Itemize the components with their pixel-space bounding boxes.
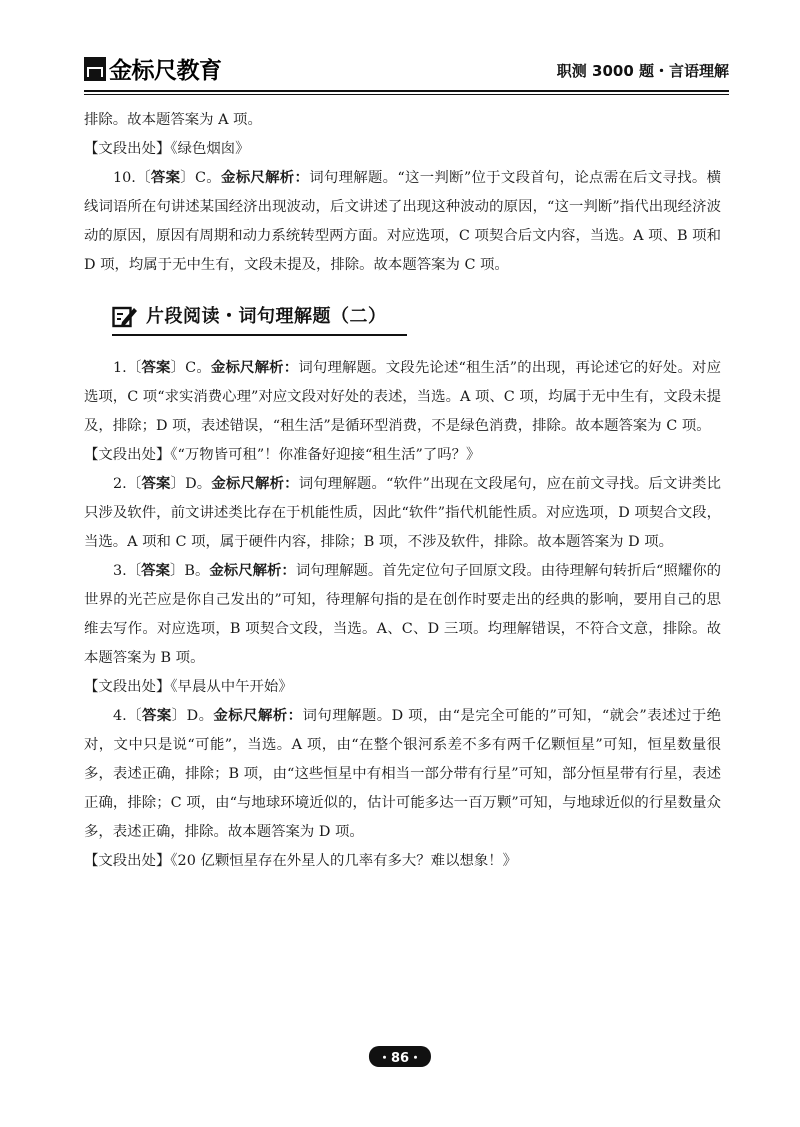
analysis-label: 金标尺解析： [210, 360, 299, 376]
source-title: 《绿色烟囱》 [170, 141, 250, 157]
source-line [84, 673, 721, 702]
item-number: 3.〔 [113, 563, 142, 579]
analysis-text: 词句理解题。D 项，由“是完全可能的”可知，“就会”表述过于绝对，文中只是说“可能”，当选。A 项，由“在整个银河系差不多有两千亿颗恒星”可知，恒星数量很多，表述正确，排除；B 项，由“这些恒星中有相当一部分带有行星”可知，部分恒星带有行星，表述正确，排除；C 项，由“与地球环境近似的，估计可能多达一百万颗”可知，与地球近似的行星数量众多，表述正确，排除。故本题答案为 D 项。 [84, 708, 721, 840]
answer-item-10 [84, 164, 721, 280]
answer-item [84, 702, 721, 847]
brand-logo [84, 52, 222, 85]
source-title: 《20 亿颗恒星存在外星人的几率有多大？难以想象！》 [170, 853, 518, 869]
header-rule-thin [84, 94, 729, 95]
header-rule [84, 90, 729, 92]
source-label: 【文段出处】 [84, 141, 171, 157]
answer-item [84, 354, 721, 441]
source-label: 【文段出处】 [84, 853, 171, 869]
source-title: 《早晨从中午开始》 [170, 679, 293, 695]
answer-label: 答案 [142, 708, 172, 724]
answer-value: 〕D。 [171, 708, 214, 724]
source-title: 《“万物皆可租”！你准备好迎接“租生活”了吗？》 [170, 447, 481, 463]
source-line [84, 441, 721, 470]
page-number: ・86・ [369, 1046, 431, 1067]
analysis-label: 金标尺解析： [221, 170, 310, 186]
source-label: 【文段出处】 [84, 679, 171, 695]
section-underline [112, 334, 407, 336]
item-number: 10.〔 [113, 170, 151, 186]
section-heading [84, 296, 721, 340]
analysis-label: 金标尺解析： [209, 563, 296, 579]
logo-text: 金标尺教育 [109, 58, 222, 84]
analysis-text: 词句理解题。文段先论述“租生活”的出现，再论述它的好处。对应选项，C 项“求实消费心理”对应文段对好处的表述，当选。A 项、C 项，均属于无中生有，文段未提及，排除；D 项，表述错误，“租生活”是循环型消费，不是绿色消费，排除。故本题答案为 C 项。 [84, 360, 721, 434]
answer-label: 答案 [150, 170, 181, 186]
source-line [84, 135, 721, 164]
answer-label: 答案 [141, 563, 170, 579]
logo-mark-icon [84, 57, 106, 81]
answer-value: 〕C。 [170, 360, 211, 376]
answer-value: 〕C。 [180, 170, 222, 186]
answer-value: 〕B。 [169, 563, 210, 579]
analysis-text: 词句理解题。“这一判断”位于文段首句，论点需在后文寻找。横线词语所在句讲述某国经济出现波动，后文讲述了出现这种波动的原因，“这一判断”指代出现经济波动的原因，原因有周期和动力系统转型两方面。对应选项，C 项契合后文内容，当选。A 项、B 项和 D 项，均属于无中生有，文段未提及，排除。故本题答案为 C 项。 [84, 170, 722, 273]
source-line [84, 847, 721, 876]
page-header [84, 48, 729, 90]
analysis-text: 词句理解题。“软件”出现在文段尾句，应在前文寻找。后文讲类比只涉及软件，前文讲述类比存在于机能性质，因此“软件”指代机能性质。对应选项，D 项契合文段，当选。A 项和 C 项，属于硬件内容，排除；B 项，不涉及软件，排除。故本题答案为 D 项。 [84, 476, 721, 550]
item-number: 1.〔 [113, 360, 142, 376]
answer-item [84, 470, 721, 557]
continuation-text: 排除。故本题答案为 A 项。 [84, 112, 262, 128]
item-number: 2.〔 [113, 476, 142, 492]
answer-value: 〕D。 [170, 476, 212, 492]
page-content [84, 106, 721, 876]
source-label: 【文段出处】 [84, 447, 171, 463]
analysis-text: 词句理解题。首先定位句子回原文段。由待理解句转折后“照耀你的世界的光芒应是你自己发出的”可知，待理解句指的是在创作时要走出的经典的影响，要用自己的思维去写作。对应选项，B 项契合文段，当选。A、C、D 三项。均理解错误，不符合文意，排除。故本题答案为 B 项。 [84, 563, 721, 666]
series-title: 职测 3000 题・言语理解 [556, 62, 729, 80]
pen-edit-icon [112, 304, 138, 328]
analysis-label: 金标尺解析： [213, 708, 303, 724]
item-number: 4.〔 [113, 708, 143, 724]
section-title: 片段阅读・词句理解题（二） [146, 306, 387, 327]
answer-label: 答案 [141, 360, 171, 376]
answer-label: 答案 [141, 476, 171, 492]
analysis-label: 金标尺解析： [211, 476, 299, 492]
answer-item [84, 557, 721, 673]
